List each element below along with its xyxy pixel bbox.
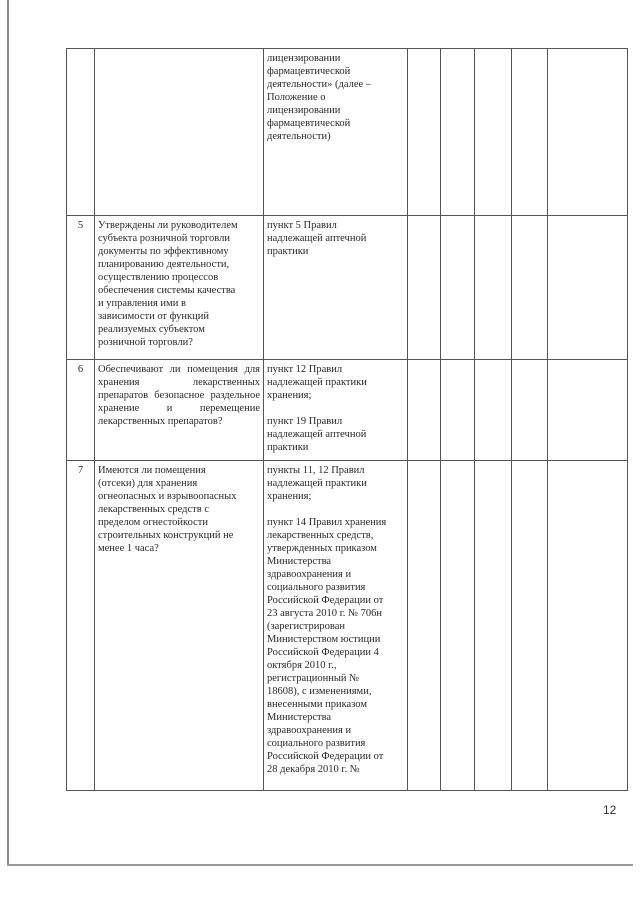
answer-cell-extra <box>512 461 548 791</box>
question-text: Обеспечивают ли помещения для хранения лекарственных препаратов безопасное раздельное хранение и перемещение лекарственных препаратов? <box>98 364 260 427</box>
row-question <box>95 360 264 461</box>
question-text: Утверждены ли руководителем субъекта розничной торговли документы по эффективному планированию деятельности, осуществлению процессов обеспечения системы качества и управления ими в зависимости от функций реализуемых субъектом розничной торговли? <box>98 220 238 348</box>
answer-cell-yes <box>408 461 441 791</box>
row-requirements <box>264 216 408 360</box>
notes-cell <box>548 461 628 791</box>
row-number: 5 <box>67 216 95 360</box>
row-number: 6 <box>67 360 95 461</box>
answer-cell-not-applicable <box>475 49 512 216</box>
answer-cell-yes <box>408 216 441 360</box>
answer-cell-yes <box>408 360 441 461</box>
row-requirements <box>264 49 408 216</box>
row-number: 7 <box>67 461 95 791</box>
scan-edge-left <box>7 0 9 866</box>
row-question <box>95 49 264 216</box>
table-row <box>67 49 628 216</box>
row-requirements <box>264 461 408 791</box>
answer-cell-not-applicable <box>475 461 512 791</box>
row-question <box>95 461 264 791</box>
answer-cell-not-applicable <box>475 216 512 360</box>
notes-cell <box>548 360 628 461</box>
requirement-text: лицензировании фармацевтической деятельности» (далее – Положение о лицензировании фармацевтической деятельности) <box>267 53 372 142</box>
scan-edge-bottom <box>7 864 633 866</box>
row-question <box>95 216 264 360</box>
answer-cell-no <box>441 461 475 791</box>
checklist-table <box>66 48 628 791</box>
table-row <box>67 461 628 791</box>
answer-cell-extra <box>512 360 548 461</box>
answer-cell-no <box>441 49 475 216</box>
answer-cell-yes <box>408 49 441 216</box>
answer-cell-no <box>441 360 475 461</box>
notes-cell <box>548 216 628 360</box>
row-requirements <box>264 360 408 461</box>
requirement-text: пункт 12 Правил надлежащей практики хранения; <box>267 364 367 401</box>
notes-cell <box>548 49 628 216</box>
table-row <box>67 360 628 461</box>
requirement-text: пункты 11, 12 Правил надлежащей практики хранения; <box>267 465 367 502</box>
table-row <box>67 216 628 360</box>
requirement-text: пункт 5 Правил надлежащей аптечной практики <box>267 220 367 257</box>
row-number <box>67 49 95 216</box>
question-text: Имеются ли помещения (отсеки) для хранения огнеопасных и взрывоопасных лекарственных средств с пределом огнестойкости строительных конструкций не менее 1 часа? <box>98 465 237 554</box>
requirement-text: пункт 14 Правил хранения лекарственных средств, утвержденных приказом Министерства здравоохранения и социального развития Российской Федерации от 23 августа 2010 г. № 706н (зарегистрирован Министерством юстиции Российской Федерации 4 октября 2010 г., регистрационный № 18608), с изменениями, внесенными приказом Министерства здравоохранения и социального развития Российской Федерации от 28 декабря 2010 г. № <box>267 517 387 775</box>
answer-cell-extra <box>512 49 548 216</box>
answer-cell-extra <box>512 216 548 360</box>
answer-cell-not-applicable <box>475 360 512 461</box>
answer-cell-no <box>441 216 475 360</box>
requirement-text: пункт 19 Правил надлежащей аптечной практики <box>267 416 367 453</box>
page-number: 12 <box>603 803 617 817</box>
